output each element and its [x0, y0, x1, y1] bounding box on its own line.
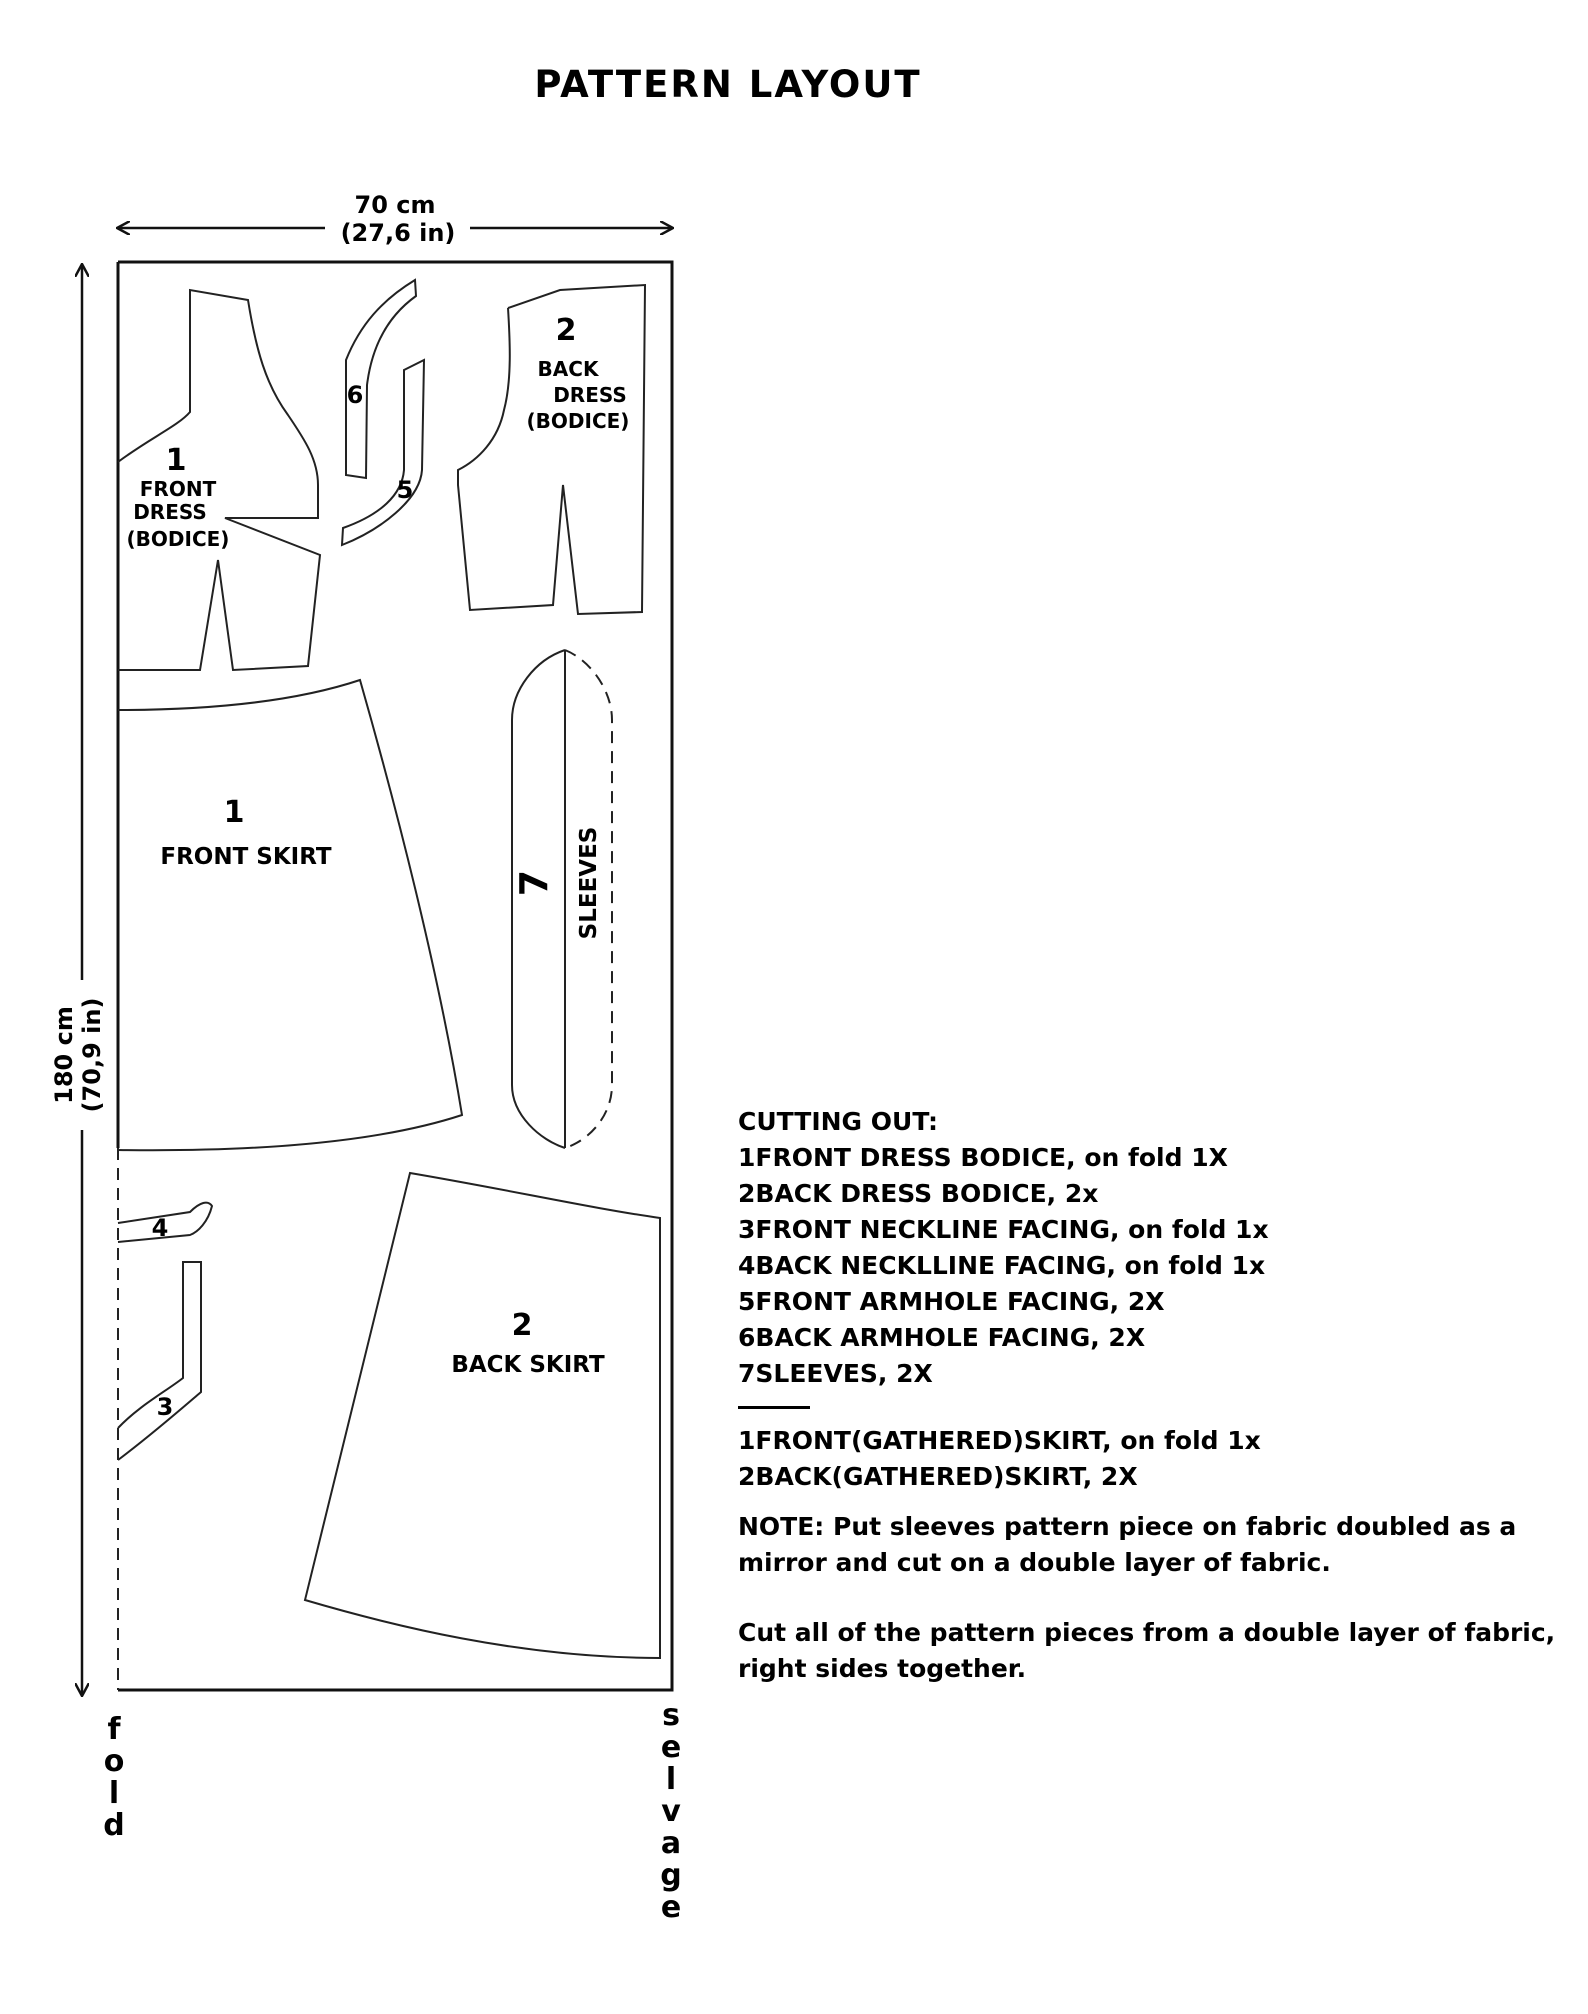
fold-letter: o: [103, 1744, 125, 1779]
back-armhole-facing-piece: [346, 280, 416, 478]
skirt-cutting-item: 2BACK(GATHERED)SKIRT, 2X: [738, 1462, 1138, 1491]
front-neckline-number: 3: [156, 1393, 174, 1421]
cutting-item: 2BACK DRESS BODICE, 2x: [738, 1179, 1099, 1208]
cutting-instructions: [738, 1104, 1558, 1687]
back-neckline-number: 4: [151, 1214, 169, 1242]
cutting-item: 3FRONT NECKLINE FACING, on fold 1x: [738, 1215, 1269, 1244]
section-divider: [738, 1406, 810, 1409]
front-armhole-number: 5: [396, 476, 414, 504]
selvage-label: [651, 1700, 691, 1924]
selvage-letter: l: [665, 1762, 677, 1797]
selvage-letter: g: [660, 1858, 682, 1893]
cutting-item: 6BACK ARMHOLE FACING, 2X: [738, 1323, 1146, 1352]
fold-letter: d: [103, 1808, 125, 1843]
selvage-letter: v: [661, 1794, 681, 1829]
back-bodice-number: 2: [555, 313, 577, 348]
width-in-label: (27,6 in): [340, 219, 456, 247]
back-bodice-label-2: DRESS: [553, 383, 627, 407]
sleeves-piece: [512, 650, 565, 1148]
length-cm-label: 180 cm: [50, 1006, 78, 1104]
skirt-cutting-item: 1FRONT(GATHERED)SKIRT, on fold 1x: [738, 1426, 1261, 1455]
front-bodice-label-1: FRONT: [139, 477, 217, 501]
back-skirt-label: BACK SKIRT: [451, 1352, 605, 1378]
front-bodice-label-3: (BODICE): [126, 527, 230, 551]
width-cm-label: 70 cm: [354, 191, 436, 219]
back-skirt-number: 2: [511, 1308, 533, 1343]
back-armhole-number: 6: [346, 381, 364, 409]
front-bodice-number: 1: [165, 443, 187, 478]
back-bodice-piece: [458, 285, 645, 614]
cutting-item: 5FRONT ARMHOLE FACING, 2X: [738, 1287, 1165, 1316]
selvage-letter: a: [660, 1826, 682, 1861]
double-layer-instruction: Cut all of the pattern pieces from a double layer of fabric, right sides together.: [738, 1618, 1556, 1683]
fold-letter: l: [108, 1776, 120, 1811]
selvage-letter: s: [662, 1698, 680, 1733]
front-skirt-number: 1: [223, 795, 245, 830]
back-skirt-piece: [305, 1173, 660, 1658]
selvage-letter: e: [660, 1730, 682, 1765]
front-skirt-label: FRONT SKIRT: [160, 844, 332, 870]
selvage-letter: e: [660, 1890, 682, 1925]
cutting-item: 1FRONT DRESS BODICE, on fold 1X: [738, 1143, 1228, 1172]
back-bodice-label-3: (BODICE): [526, 409, 630, 433]
cutting-item: 4BACK NECKLLINE FACING, on fold 1x: [738, 1251, 1266, 1280]
front-bodice-label-2: DRESS: [133, 500, 207, 524]
fold-letter: f: [107, 1712, 121, 1747]
back-bodice-label-1: BACK: [537, 357, 599, 381]
cutting-heading: CUTTING OUT:: [738, 1107, 939, 1136]
length-in-label: (70,9 in): [78, 997, 106, 1113]
front-skirt-piece: [118, 680, 462, 1150]
front-neckline-facing-piece: [118, 1262, 201, 1460]
sleeves-label: SLEEVES: [576, 826, 602, 940]
cutting-item: 7SLEEVES, 2X: [738, 1359, 933, 1388]
sleeves-note: NOTE: Put sleeves pattern piece on fabric doubled as a mirror and cut on a double layer of fabric.: [738, 1512, 1517, 1577]
sleeves-number: 7: [512, 869, 556, 897]
fold-label: [94, 1714, 134, 1842]
page-title: PATTERN LAYOUT: [534, 63, 922, 106]
